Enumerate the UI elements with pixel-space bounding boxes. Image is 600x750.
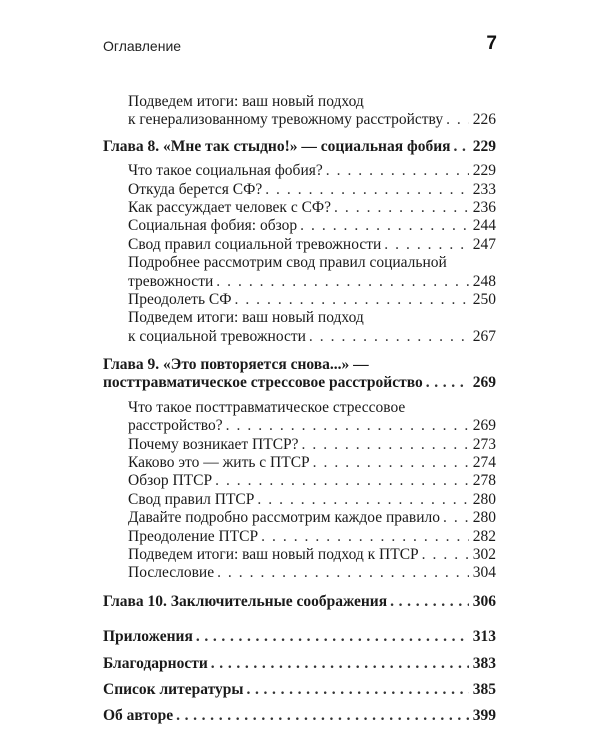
toc-entry[interactable]: [103, 564, 496, 582]
dot-leader: [384, 236, 468, 254]
dot-leader: [216, 273, 468, 291]
toc-chapter[interactable]: [103, 138, 496, 156]
toc-chapter-page: 313: [472, 628, 496, 646]
toc-entry[interactable]: [103, 236, 496, 254]
toc-entry-title: Социальная фобия: обзор: [128, 217, 298, 235]
toc-entry-line: Что такое посттравматическое стрессовое: [128, 398, 406, 416]
toc-entry-page: 229: [472, 162, 496, 180]
toc-chapter[interactable]: [103, 707, 496, 725]
toc-entry-page: 248: [472, 272, 496, 290]
toc-entry-title: Давайте подробно рассмотрим каждое правило: [128, 509, 440, 527]
toc-entry[interactable]: [103, 509, 496, 527]
toc-entry-title: тревожности: [128, 272, 214, 290]
dot-leader: [422, 546, 469, 564]
toc-entry-page: 274: [472, 454, 496, 472]
toc-entry-page: 282: [472, 527, 496, 545]
toc-entry[interactable]: [103, 454, 496, 472]
dot-leader: [454, 138, 469, 156]
toc-chapter-page: 385: [472, 680, 496, 698]
page-number: 7: [486, 33, 497, 54]
toc-entry[interactable]: [103, 199, 496, 217]
toc-entry-page: 278: [472, 472, 496, 490]
dot-leader: [196, 628, 469, 646]
toc-chapter[interactable]: [103, 681, 496, 699]
dot-leader: [390, 593, 469, 611]
toc-entry-page: 267: [472, 327, 496, 345]
toc-chapter-title-line: Глава 9. «Это повторяется снова...» —: [103, 356, 369, 374]
toc-chapter-title: Приложения: [103, 628, 193, 646]
toc-entry-title: Преодоление ПТСР: [128, 527, 259, 545]
dot-leader: [265, 181, 469, 199]
toc-entry[interactable]: [103, 328, 496, 346]
toc-entry-title: Подведем итоги: ваш новый подход к ПТСР: [128, 545, 419, 563]
toc-entry-title: Преодолеть СФ: [128, 290, 232, 308]
toc-chapter-title: Список литературы: [103, 680, 244, 698]
dot-leader: [176, 707, 469, 725]
toc-entry-title: к генерализованному тревожному расстройству: [128, 111, 444, 129]
dot-leader: [261, 528, 469, 546]
toc-entry-line: Подведем итоги: ваш новый подход: [128, 93, 364, 110]
toc-entry-title: Послесловие: [128, 564, 215, 582]
dot-leader: [309, 328, 469, 346]
toc-entry[interactable]: [103, 417, 496, 435]
toc-entry-page: 236: [472, 198, 496, 216]
toc-chapter-page: 383: [472, 654, 496, 672]
toc-entry-title: Каково это — жить с ПТСР: [128, 454, 310, 472]
toc-chapter-title: Благодарности: [103, 654, 208, 672]
dot-leader: [217, 564, 469, 582]
dot-leader: [426, 374, 469, 392]
toc-entry[interactable]: [103, 273, 496, 291]
toc-entry[interactable]: [103, 491, 496, 509]
toc-entry-title: Откуда берется СФ?: [128, 180, 263, 198]
dot-leader: [215, 472, 469, 490]
toc-entry[interactable]: [103, 162, 496, 180]
toc-entry-page: 304: [472, 564, 496, 582]
toc-chapter-title: Глава 8. «Мне так стыдно!» — социальная фобия: [103, 137, 451, 155]
toc-entry-line: Подведем итоги: ваш новый подход: [128, 309, 364, 327]
toc-entry-page: 250: [472, 290, 496, 308]
toc-entry[interactable]: [103, 528, 496, 546]
table-of-contents: [103, 93, 496, 726]
dot-leader: [302, 436, 469, 454]
toc-entry[interactable]: [103, 217, 496, 235]
dot-leader: [313, 454, 469, 472]
toc-chapter-page: 399: [472, 707, 496, 725]
toc-entry[interactable]: [103, 472, 496, 490]
toc-entry-title: Почему возникает ПТСР?: [128, 435, 299, 453]
dot-leader: [326, 162, 469, 180]
dot-leader: [234, 291, 468, 309]
toc-entry-page: 226: [472, 111, 496, 129]
toc-entry-page: 273: [472, 435, 496, 453]
toc-chapter-title: Глава 10. Заключительные соображения: [103, 592, 388, 610]
toc-chapter-title: Об авторе: [103, 707, 174, 725]
toc-entry[interactable]: [103, 181, 496, 199]
toc-chapter-title: посттравматическое стрессовое расстройство: [103, 374, 423, 392]
toc-entry-page: 269: [472, 417, 496, 435]
dot-leader: [334, 199, 469, 217]
toc-chapter-page: 229: [472, 137, 496, 155]
dot-leader: [226, 417, 469, 435]
toc-entry-title: Свод правил социальной тревожности: [128, 235, 382, 253]
toc-entry-page: 302: [472, 545, 496, 563]
dot-leader: [257, 491, 468, 509]
dot-leader: [300, 217, 469, 235]
toc-entry-page: 247: [472, 235, 496, 253]
toc-entry[interactable]: [103, 291, 496, 309]
toc-entry-title: Свод правил ПТСР: [128, 490, 255, 508]
toc-entry-page: 280: [472, 490, 496, 508]
dot-leader: [246, 681, 468, 699]
toc-entry-page: 244: [472, 217, 496, 235]
toc-chapter[interactable]: [103, 628, 496, 646]
toc-chapter-page: 269: [472, 374, 496, 392]
dot-leader: [446, 111, 469, 129]
toc-entry-title: к социальной тревожности: [128, 327, 306, 345]
dot-leader: [443, 509, 469, 527]
toc-entry-title: расстройство?: [128, 417, 223, 435]
dot-leader: [211, 655, 469, 673]
toc-chapter[interactable]: [103, 593, 496, 611]
toc-entry-page: 233: [472, 180, 496, 198]
running-header: Оглавление: [103, 38, 182, 54]
toc-entry-title: Что такое социальная фобия?: [128, 162, 323, 180]
toc-chapter-page: 306: [472, 592, 496, 610]
toc-entry-line: Подробнее рассмотрим свод правил социальной: [128, 254, 447, 272]
toc-entry[interactable]: [103, 111, 496, 129]
toc-entry-title: Как рассуждает человек с СФ?: [128, 198, 332, 216]
toc-entry[interactable]: [103, 546, 496, 564]
toc-chapter[interactable]: [103, 655, 496, 673]
toc-entry[interactable]: [103, 436, 496, 454]
toc-chapter[interactable]: [103, 374, 496, 392]
toc-entry-title: Обзор ПТСР: [128, 472, 213, 490]
toc-entry-page: 280: [472, 509, 496, 527]
